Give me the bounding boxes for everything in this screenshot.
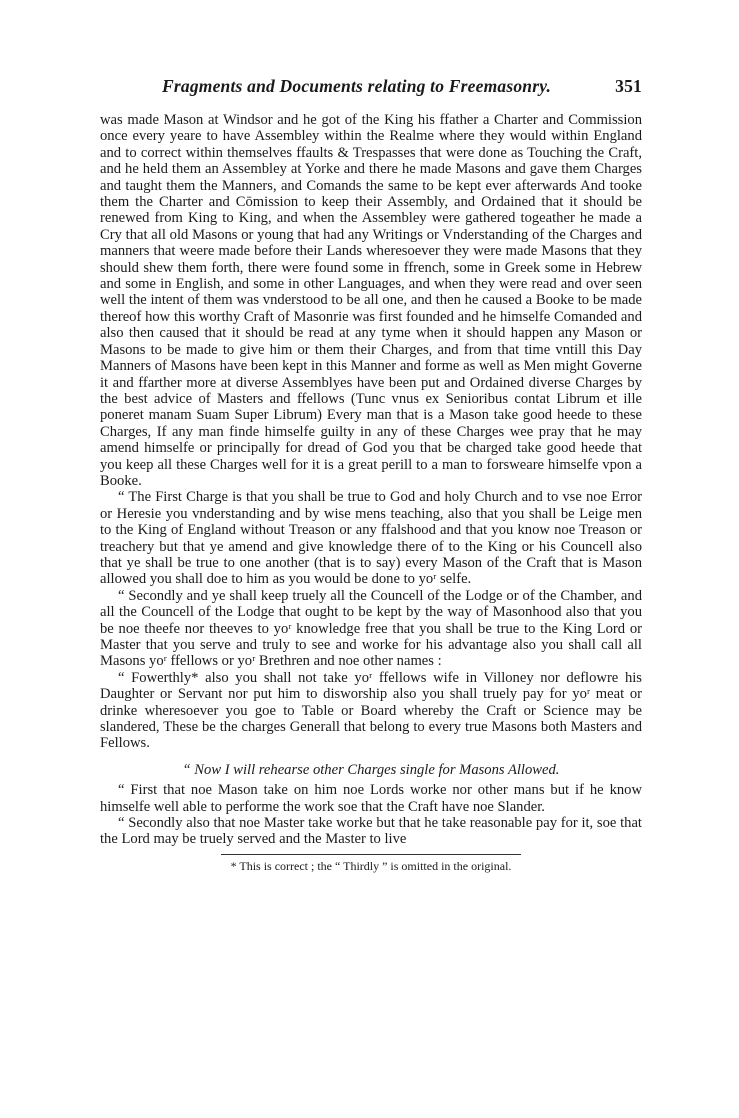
running-title: Fragments and Documents relating to Freemasonry. bbox=[162, 76, 552, 96]
paragraph-first-charge: “ The First Charge is that you shall be true to God and holy Church and to vse noe Error or Heresie you vnderstanding and by wise mens teaching, also that you shall be Leige men to the King of England without Treason or any ffalshood and that you know noe Treason or treachery but that ye amend and give knowledge there of to the King or his Councell also that ye shall be true to one another (that is to say) every Mason of the Craft that is Mason allowed you shall doe to him as you would be done to yoʳ selfe. bbox=[100, 489, 642, 588]
book-page bbox=[100, 76, 642, 873]
paragraph-secondly-single: “ Secondly also that noe Master take worke but that he take reasonable pay for it, soe that the Lord may be truely served and the Master to live bbox=[100, 815, 642, 848]
running-head bbox=[100, 76, 642, 102]
paragraph-fowerthly: “ Fowerthly* also you shall not take yoʳ ffellows wife in Villoney nor deflowre his Daughter or Servant nor put him to disworship also you shall truely pay for yoʳ meat or drinke wheresoever you goe to Table or Board whereby the Craft or Science may be slandered, These be the charges Generall that belong to every true Masons both Masters and Fellows. bbox=[100, 669, 642, 752]
page-number: 351 bbox=[615, 76, 642, 96]
paragraph-continuation: was made Mason at Windsor and he got of the King his ffather a Charter and Commission once every yeare to have Assembley within the Realme where they would within England and to correct within themselves ffaults & Trespasses that were done as Touching the Craft, and he held them an Assembley at Yorke and there he made Masons and gave them Charges and taught them the Manners, and Comands the same to be kept ever afterwards And tooke them the Charter and Cōmission to keep their Assembly, and Ordained that it should be renewed from King to King, and when the Assembley were gathered togeather he made a Cry that all old Masons or young that had any Writings or Vnderstanding of the Charges and manners that weere made before their Lands wheresoever they were made Masons that they should shew them forth, there were found some in ffrench, some in Greek some in Hebrew and some in English, and some in other Languages, and when they were read and over seen well the intent of them was vnderstood to be all one, and then he caused a Booke to be made thereof how this worthy Craft of Masonrie was first founded and he himselfe Comanded and also then caused that it should be read at any tyme when it should happen any Mason or Masons to be made to give him or them their Charges, and from that time vntill this Day Manners of Masons have been kept in this Manner and forme as well as Men might Governe it and ffarther more at diverse Assemblyes have been put and Ordained diverse Charges by the best advice of Masters and ffellows (Tunc vnus ex Senioribus contat Librum et ille poneret manam Suam Super Librum) Every man that is a Mason take good heede to these Charges, If any man finde himselfe guilty in any of these Charges wee pray that he may amend himselfe or principally for dread of God you that be charged take good heede that you keep all these Charges well for it is a great perill to a man to forsweare himselfe vpon a Booke. bbox=[100, 112, 642, 489]
body-text bbox=[100, 112, 642, 848]
section-heading: “ Now I will rehearse other Charges single for Masons Allowed. bbox=[182, 761, 560, 778]
paragraph-first-single: “ First that noe Mason take on him noe Lords worke nor other mans but if he know himselfe well able to performe the work soe that the Craft have noe Slander. bbox=[100, 782, 642, 815]
paragraph-secondly: “ Secondly and ye shall keep truely all the Councell of the Lodge or of the Chamber, and all the Councell of the Lodge that ought to be kept by the way of Masonhood also that you be noe theefe nor theeves to yoʳ knowledge free that you shall be true to the King Lord or Master that you serve and truly to see and worke for his advantage also you shall call all Masons yoʳ ffellows or yoʳ Brethren and noe other names : bbox=[100, 587, 642, 670]
footnote: * This is correct ; the “ Thirdly ” is omitted in the original. bbox=[221, 854, 521, 873]
